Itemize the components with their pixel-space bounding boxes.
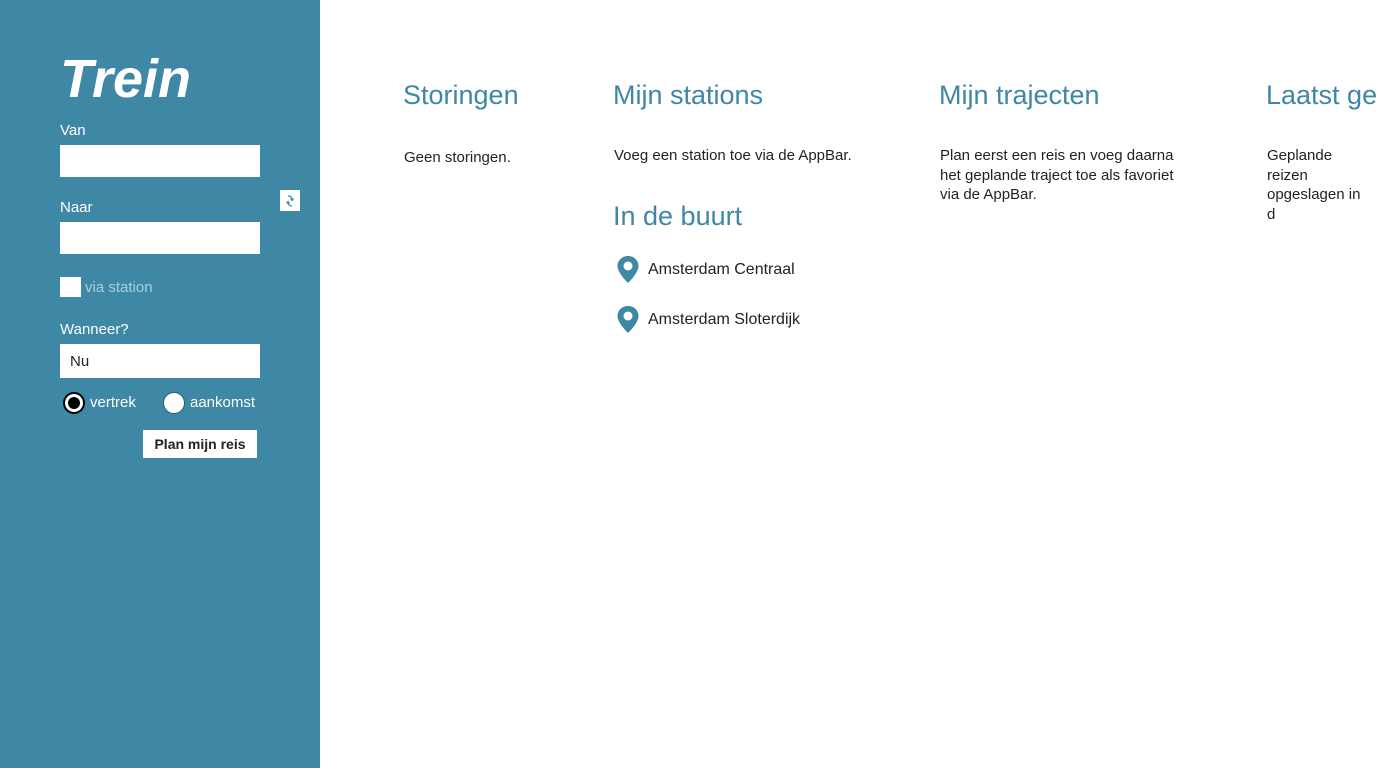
my-stations-title[interactable]: Mijn stations (613, 80, 764, 110)
plan-trip-button[interactable]: Plan mijn reis (143, 430, 257, 458)
swap-icon (285, 194, 295, 208)
via-station-checkbox[interactable] (60, 277, 81, 297)
trip-planner-sidebar (0, 0, 320, 768)
departure-radio[interactable] (63, 392, 85, 414)
arrival-radio[interactable] (163, 392, 185, 414)
nearby-station-item[interactable] (614, 305, 800, 335)
to-station-input[interactable] (60, 222, 260, 254)
my-routes-text: Plan eerst een reis en voeg daarna het geplande traject toe als favoriet via de AppBar. (940, 147, 1174, 203)
app-title: Trein (60, 49, 192, 109)
my-routes-title[interactable]: Mijn trajecten (939, 80, 1100, 110)
via-station-label: via station (85, 279, 153, 296)
to-label: Naar (60, 199, 93, 216)
disruptions-title[interactable]: Storingen (403, 80, 519, 110)
recent-trips-text: Geplande reizen opgeslagen in d (1267, 147, 1361, 223)
nearby-title[interactable]: In de buurt (613, 201, 743, 231)
when-input[interactable] (60, 344, 260, 378)
departure-label: vertrek (90, 394, 136, 411)
when-label: Wanneer? (60, 321, 129, 338)
from-station-input[interactable] (60, 145, 260, 177)
station-name: Amsterdam Sloterdijk (648, 311, 801, 328)
disruptions-text: Geen storingen. (404, 149, 511, 166)
from-label: Van (60, 122, 86, 139)
recent-trips-title[interactable]: Laatst ge (1266, 80, 1377, 110)
my-stations-text: Voeg een station toe via de AppBar. (614, 147, 852, 164)
arrival-label: aankomst (190, 394, 256, 411)
swap-stations-button[interactable] (280, 190, 300, 211)
nearby-station-item[interactable] (614, 255, 795, 285)
station-name: Amsterdam Centraal (648, 261, 795, 278)
map-pin-icon (614, 305, 642, 335)
map-pin-icon (614, 255, 642, 285)
